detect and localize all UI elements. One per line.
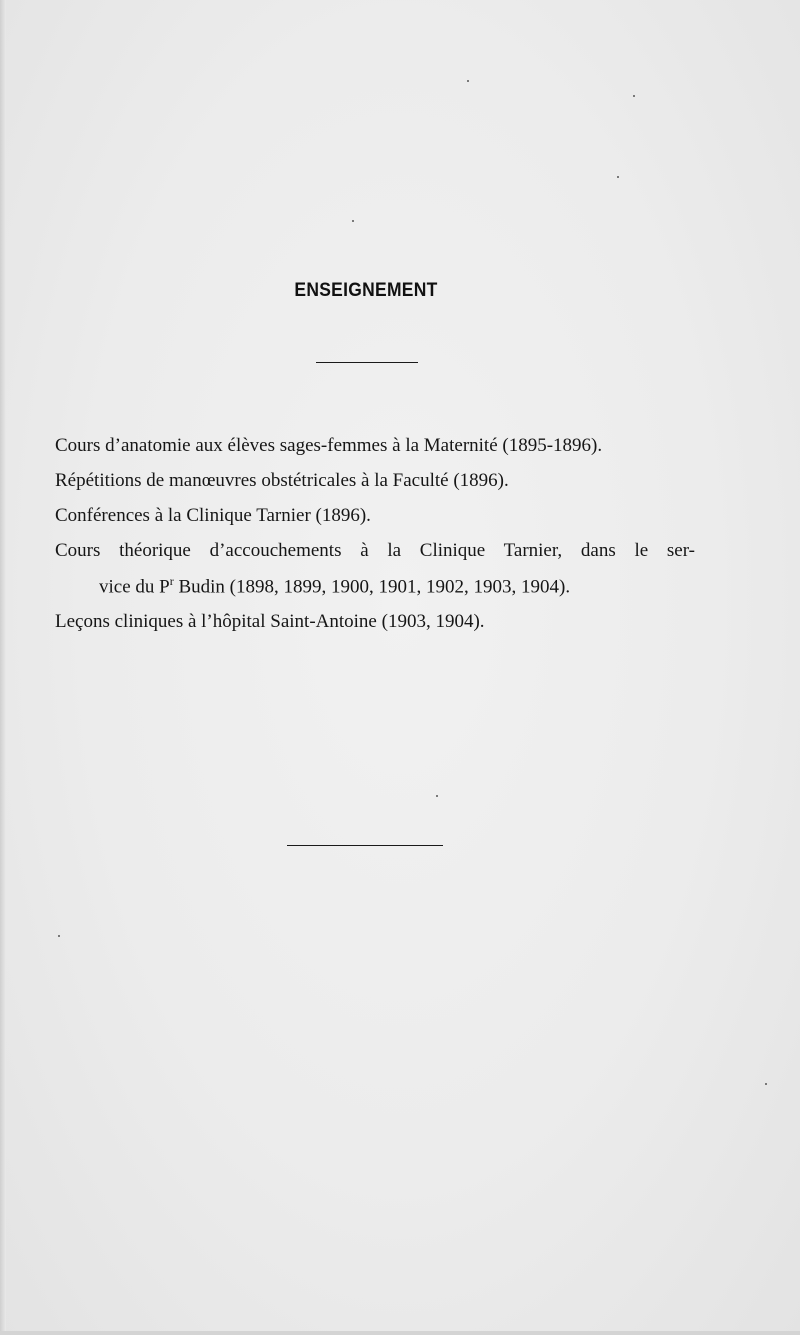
list-item: Leçons cliniques à l’hôpital Saint-Antoine (1903, 1904). xyxy=(55,611,485,633)
list-item-text: Budin (1898, 1899, 1900, 1901, 1902, 1903, 1904). xyxy=(173,576,571,598)
scan-speck xyxy=(633,95,635,97)
page-left-edge-shadow xyxy=(0,0,6,1335)
scan-speck xyxy=(765,1083,767,1085)
scan-speck xyxy=(352,220,354,222)
page-bottom-edge xyxy=(0,1331,800,1335)
list-item-text: vice du P xyxy=(99,576,170,598)
scan-speck xyxy=(58,935,60,937)
list-item-line: Cours théorique d’accouchements à la Clinique Tarnier, dans le ser- xyxy=(55,540,695,561)
superscript: r xyxy=(169,574,174,588)
scan-speck xyxy=(436,795,438,797)
list-item: Cours d’anatomie aux élèves sages-femmes à la Maternité (1895-1896). xyxy=(55,435,603,456)
scan-speck xyxy=(617,176,619,178)
divider-rule-top xyxy=(316,362,418,363)
scan-speck xyxy=(467,80,469,82)
section-heading: ENSEIGNEMENT xyxy=(294,280,438,301)
list-item: Répétitions de manœuvres obstétricales à la Faculté (1896). xyxy=(55,470,509,491)
list-item: Conférences à la Clinique Tarnier (1896). xyxy=(55,505,371,526)
list-item xyxy=(55,535,695,602)
list-item-line xyxy=(55,566,695,602)
teaching-list xyxy=(55,430,695,641)
divider-rule-bottom xyxy=(287,845,443,846)
